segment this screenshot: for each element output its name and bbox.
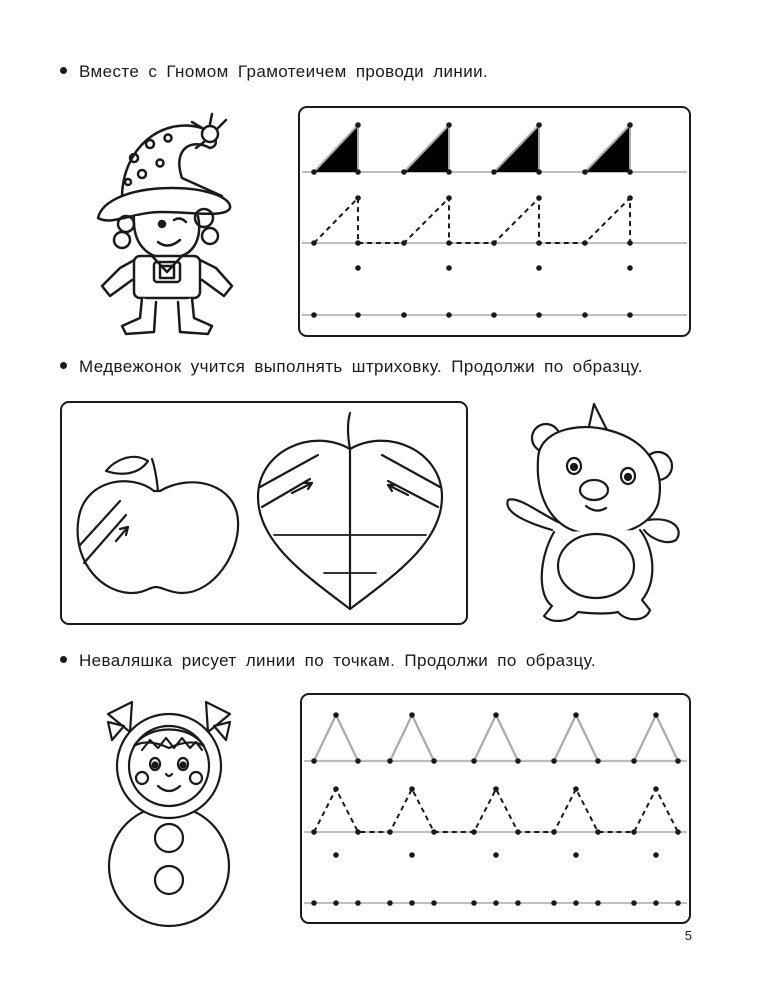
bullet-icon — [60, 67, 67, 74]
task-2-text: Медвежонок учится выполнять штриховку. Продолжи по образцу. — [79, 357, 643, 376]
tracing-panel-triangles — [300, 693, 691, 924]
task-2-instruction — [60, 357, 643, 377]
page-number: 5 — [684, 928, 692, 943]
apple-outline — [78, 457, 238, 593]
task-3-instruction — [60, 651, 596, 671]
task-3-text: Неваляшка рисует линии по точкам. Продолжи по образцу. — [79, 651, 596, 670]
triangle-tracing-lines — [302, 695, 689, 922]
bullet-icon — [60, 656, 67, 663]
slope-tracing-lines — [300, 108, 689, 335]
teddy-bear-picture — [498, 400, 688, 628]
leaf-outline — [258, 413, 442, 609]
task-1-text: Вместе с Гномом Грамотеичем проводи линии. — [79, 62, 489, 81]
task-1-instruction — [60, 62, 488, 82]
bullet-icon — [60, 362, 67, 369]
tracing-panel-slopes — [298, 106, 691, 337]
shading-panel — [60, 401, 468, 625]
gnome-picture — [92, 108, 242, 340]
roly-poly-doll-picture — [94, 690, 244, 930]
